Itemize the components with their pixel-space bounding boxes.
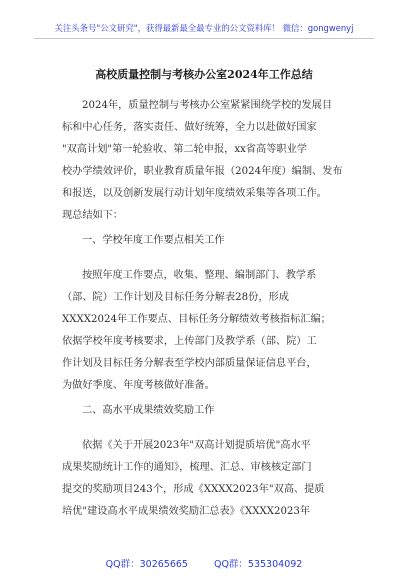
paragraph-line: 作计划及目标任务分解表至学校内部质量保证信息平台， [62,358,317,369]
paragraph-line: 按照年度工作要点，收集、整理、编制部门、教学系 [82,270,317,281]
paragraph-line: XXXX2024年工作要点、目标任务分解绩效考核指标汇编； [62,314,331,325]
paragraph-section-2 [62,435,352,523]
paragraph-line: （部、院）工作计划及目标任务分解表28份，形成 [62,292,289,303]
footer-contacts [20,556,388,570]
paragraph-line: "双高计划"第一轮验收、第二轮申报，xx省高等职业学 [62,144,307,155]
paragraph-section-1 [62,265,352,397]
footer-qq-group-2: QQ群：535304092 [213,559,303,570]
section-heading-2: 二、高水平成果绩效奖励工作 [82,405,215,416]
paragraph-line: 校办学绩效评价，职业教育质量年报（2024年度）编制、发布 [62,166,343,177]
section-heading-1: 一、学校年度工作要点相关工作 [82,235,225,246]
paragraph-line: 成果奖励统计工作的通知》，梳理、汇总、审核核定部门 [62,462,312,473]
paragraph-line: 标和中心任务，落实责任、做好统筹，全力以赴做好国家 [62,122,317,133]
header-banner: 关注头条号"公文研究"，获得最新最全最专业的公文资料库！ 微信：gongwenyj [54,23,354,33]
paragraph-line: 为做好季度、年度考核做好准备。 [62,380,215,391]
header-divider [34,38,374,39]
paragraph-line: 现总结如下： [62,210,124,221]
paragraph-line: 培优"建设高水平成果绩效奖励汇总表》《XXXX2023年 [62,506,311,517]
paragraph-line: 2024年，质量控制与考核办公室紧紧围绕学校的发展目 [82,100,333,111]
paragraph-line: 依据学校年度考核要求，上传部门及教学系（部、院）工 [62,336,317,347]
paragraph-intro [62,95,352,227]
footer-qq-group-1: QQ群：30265665 [105,559,188,570]
paragraph-line: 和报送，以及创新发展行动计划年度绩效采集等各项工作。 [62,188,327,199]
document-title: 高校质量控制与考核办公室2024年工作总结 [95,68,313,81]
paragraph-line: 提交的奖励项目243个，形成《XXXX2023年"双高、提质 [62,484,325,495]
paragraph-line: 依据《关于开展2023年"双高计划提质培优"高水平 [82,440,311,451]
